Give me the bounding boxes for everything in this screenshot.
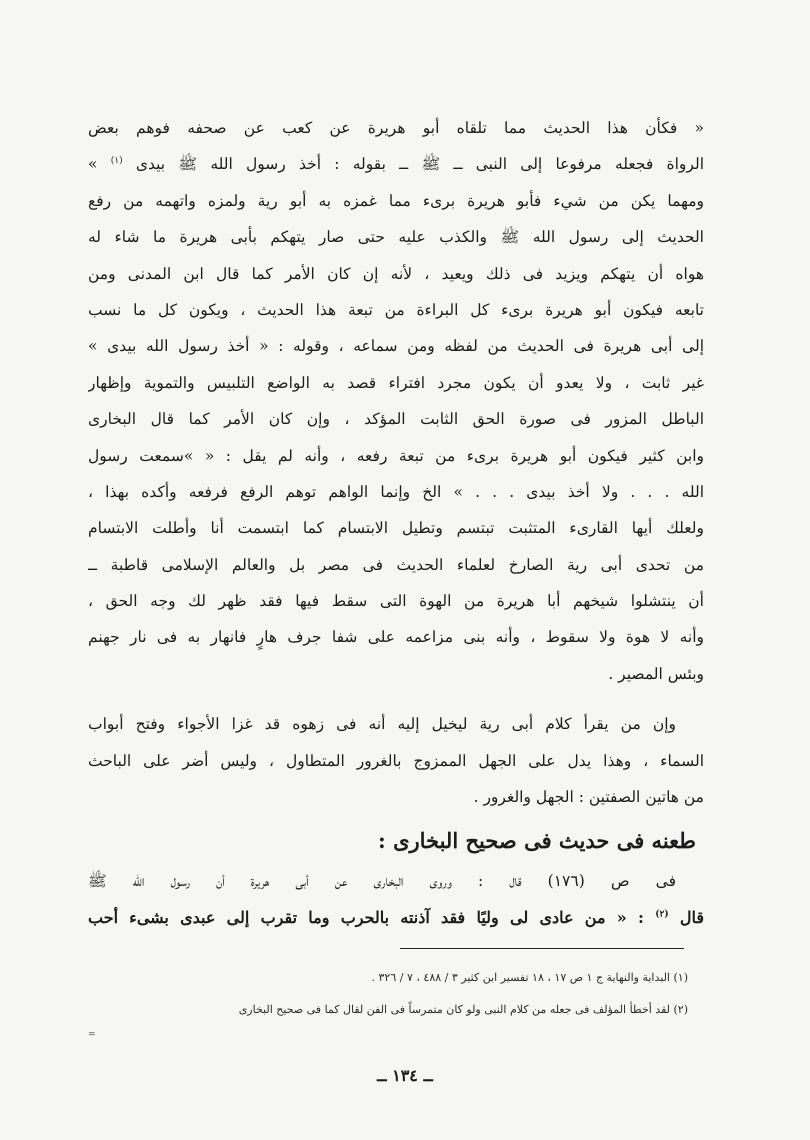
text-line: وابن كثير فيكون أبو هريرة برىء من تبعة رفعه ، وأنه لم يقل : « »سمعت رسول bbox=[88, 446, 704, 465]
text-line: من تحدى أبى رية الصارخ لعلماء الحديث فى مصر بل والعالم الإسلامى قاطبة ــ bbox=[88, 555, 704, 574]
text-line: وإن من يقرأ كلام أبى رية ليخيل إليه أنه فى زهوه قد غزا الأجواء وفتح أبواب bbox=[88, 715, 676, 734]
text-line: تابعه فيكون أبو هريرة برىء كل البراءة من تبعة هذا الحديث ، ويكون كل ما نسب bbox=[88, 300, 704, 319]
text-line: السماء ، وهذا يدل على الجهل الممزوج بالغرور المتطاول ، وليس أضر على الباحث bbox=[88, 751, 704, 770]
quote-close: » bbox=[88, 155, 98, 174]
text-line: وأنه لا هوة ولا سقوط ، وأنه بنى مزاعمه على شفا جرف هارٍ فانهار به فى نار جهنم bbox=[88, 628, 704, 647]
text-line: الحديث إلى رسول الله ﷺ والكذب عليه حتى صار يتهكم بأبى هريرة ما شاء له bbox=[88, 228, 704, 247]
footnote-ref: (١) bbox=[110, 156, 123, 167]
text-line: الله . . . ولا أخذ بيدى . . . » الخ وإنما الواهم توهم الرفع فرفعه وأكده بهذا ، bbox=[88, 482, 704, 501]
paragraph-1 bbox=[88, 110, 704, 692]
footnote-divider bbox=[400, 948, 684, 949]
hadith-quote: : « من عادى لى وليًا فقد آذنته بالحرب وما تقرب إلى عبدى بشىء أحب bbox=[88, 907, 644, 927]
footnote: (٢) لقد أخطأ المؤلف فى جعله من كلام النبى ولو كان متمرساً فى الفن لقال كما فى صحيح البخارى bbox=[238, 1003, 688, 1016]
footnote-ref: (٢) bbox=[655, 909, 669, 920]
text-line: هواه أن يتهكم ويزيد فى ذلك ويعيد ، لأنه إن كان الأمر كما قال ابن المدنى ومن bbox=[88, 264, 704, 283]
section-heading: طعنه فى حديث فى صحيح البخارى : bbox=[378, 828, 696, 854]
text-line: ولعلك أيها القارىء المتثبت تبتسم وتطيل الابتسام كما ابتسمت أنا وأطلت الابتسام bbox=[88, 519, 704, 538]
said-word: قال bbox=[679, 907, 704, 927]
text-line: فى ص (١٧٦) قال : وروى البخارى عن أبى هريرة أن رسول الله ﷺ bbox=[88, 872, 676, 891]
text-line: إلى أبى هريرة فى الحديث من لفظه ومن سماعه ، وقوله : « أخذ رسول الله بيدى » bbox=[88, 337, 704, 356]
text-line: « فكأن هذا الحديث مما تلقاه أبو هريرة عن كعب عن صحفه فوهم بعض bbox=[88, 119, 704, 137]
text-line-content: الرواة فجعله مرفوعا إلى النبى ــ ﷺ ــ بقوله : أخذ رسول الله ﷺ بيدى bbox=[135, 155, 704, 174]
text-line bbox=[88, 900, 704, 936]
text-line: من هاتين الصفتين : الجهل والغرور . bbox=[473, 788, 704, 807]
text-line: وبئس المصير . bbox=[608, 664, 704, 683]
main-text bbox=[88, 110, 704, 936]
text-line bbox=[88, 146, 704, 182]
text-line: غير ثابت ، ولا يعدو أن يكون مجرد افتراء قصد به الواضع التلبيس والتموية وإظهار bbox=[88, 373, 704, 392]
text-line: ومهما يكن من شيء فأبو هريرة برىء مما غمزه به أبو رية ولمزه واتهمه من رفع bbox=[88, 191, 704, 210]
footnote-continuation-mark: = bbox=[88, 1030, 96, 1040]
paragraph-3 bbox=[88, 863, 704, 936]
text-line: أن ينتشلوا شيخهم أبا هريرة من الهوة التى سقط فيها فقد ظهر لك وجه الحق ، bbox=[88, 592, 704, 611]
footnotes bbox=[88, 962, 688, 1026]
page-number: ــ ١٣٤ ــ bbox=[377, 1066, 433, 1085]
paragraph-2 bbox=[88, 706, 704, 815]
text-line: الباطل المزور فى صورة الحق الثابت المؤكد ، وإن كان الأمر كما قال البخارى bbox=[88, 410, 704, 429]
footnote: (١) البداية والنهاية ج ١ ص ١٧ ، ١٨ تفسير ابن كثير ٣ / ٤٨٨ ، ٧ / ٣٢٦ . bbox=[371, 971, 688, 984]
